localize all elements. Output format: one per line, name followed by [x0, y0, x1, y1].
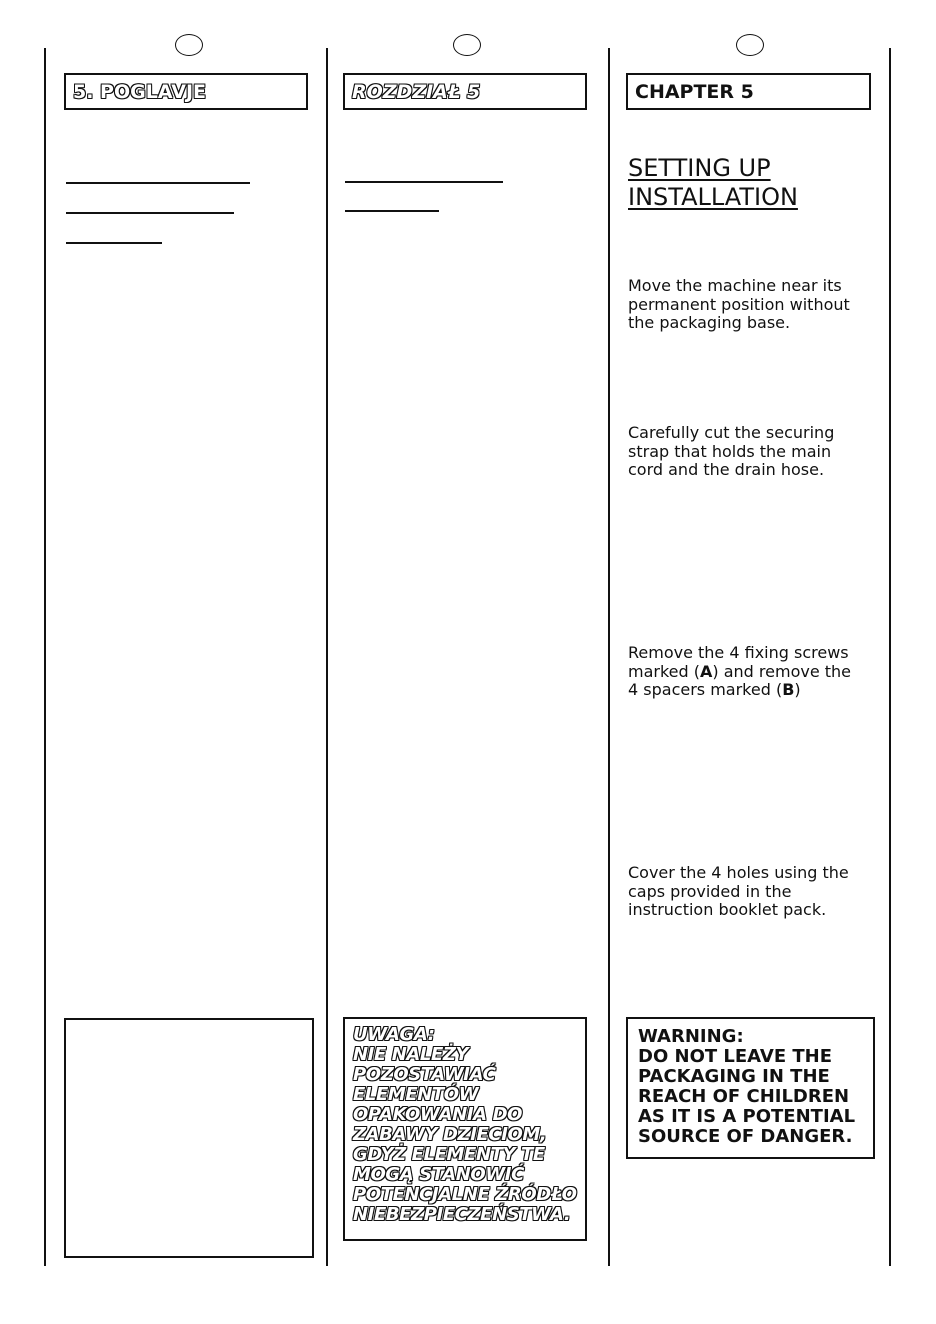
- column-divider-4: [889, 48, 891, 1266]
- column-divider-1: [44, 48, 46, 1266]
- heading-underline-slovenian-1: [66, 182, 250, 184]
- heading-line-1: SETTING UP: [628, 154, 771, 182]
- heading-underline-slovenian-2: [66, 212, 234, 214]
- column-divider-3: [608, 48, 610, 1266]
- chapter-title-polish: ROZDZIAŁ 5: [343, 73, 587, 110]
- warning-box-slovenian: [64, 1018, 314, 1258]
- instruction-step-3: [628, 644, 876, 700]
- step3-text-1: Remove the 4 fixing screws marked (: [628, 643, 849, 681]
- label-b: B: [782, 680, 795, 699]
- label-a: A: [700, 661, 713, 681]
- step3-text-2: ) and remove the 4 spacers marked (: [628, 661, 852, 699]
- chapter-title-slovenian: 5. POGLAVJE: [64, 73, 308, 110]
- language-badge-english: [736, 34, 764, 56]
- heading-underline-slovenian-3: [66, 242, 162, 244]
- section-heading: [628, 154, 798, 212]
- heading-underline-polish-1: [345, 181, 503, 183]
- heading-underline-polish-2: [345, 210, 439, 212]
- instruction-step-1: Move the machine near its permanent position without the packaging base.: [628, 276, 850, 332]
- chapter-title-english: CHAPTER 5: [626, 73, 871, 110]
- warning-box-polish: UWAGA: NIE NALEŻY POZOSTAWIAĆ ELEMENTÓW OPAKOWANIA DO ZABAWY DZIECIOM, GDYŻ ELEMENTY TE MOGĄ STANOWIĆ POTENCJALNE ŹRÓDŁO NIEBEZPIECZEŃSTWA.: [343, 1017, 587, 1241]
- instruction-step-4: Cover the 4 holes using the caps provided in the instruction booklet pack.: [628, 863, 849, 919]
- instruction-step-2: Carefully cut the securing strap that holds the main cord and the drain hose.: [628, 423, 835, 479]
- column-divider-2: [326, 48, 328, 1266]
- warning-box-english: WARNING: DO NOT LEAVE THE PACKAGING IN THE REACH OF CHILDREN AS IT IS A POTENTIAL SOURCE OF DANGER.: [626, 1017, 875, 1159]
- heading-line-2: INSTALLATION: [628, 183, 798, 211]
- language-badge-polish: [453, 34, 481, 56]
- language-badge-slovenian: [175, 34, 203, 56]
- step3-text-3: ): [794, 680, 801, 699]
